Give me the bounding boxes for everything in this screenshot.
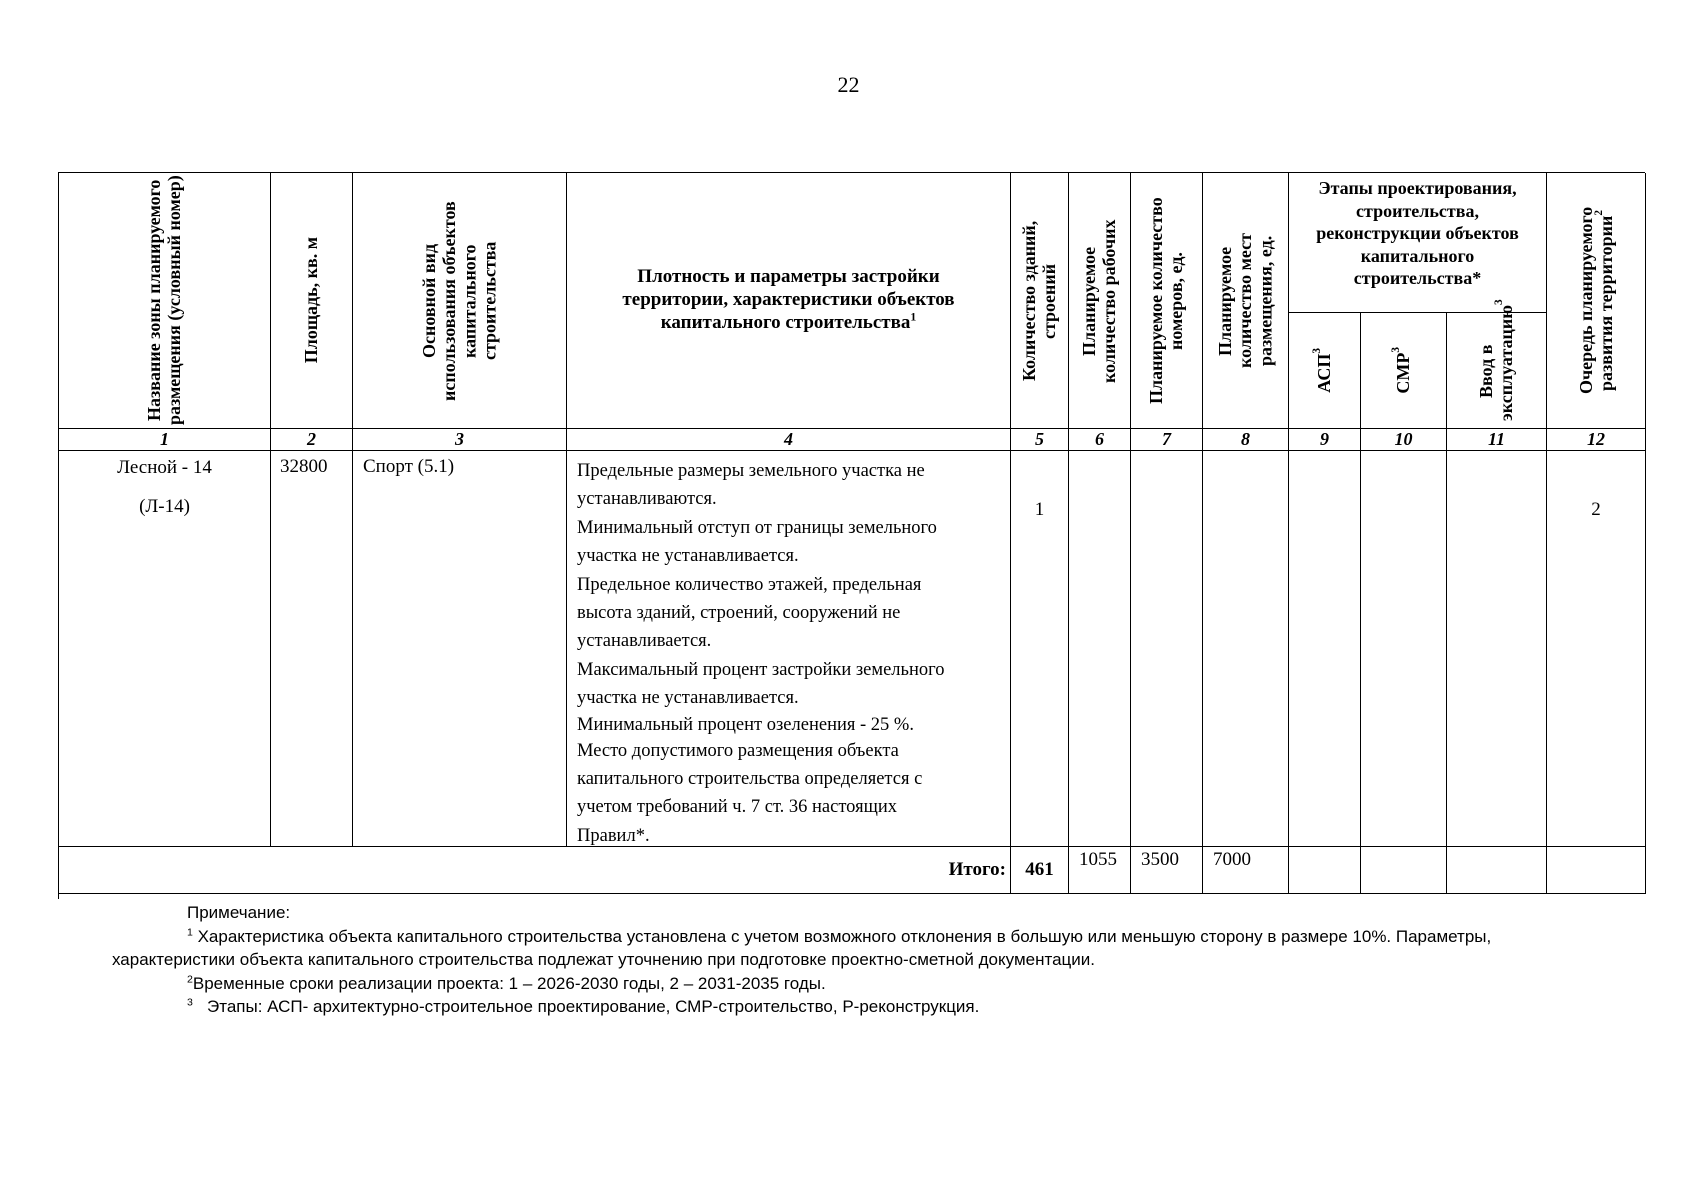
params-line: Место допустимого размещения объекта [577,740,899,761]
total-workers: 1055 [1069,847,1131,894]
cell-commissioning [1447,451,1547,847]
cell-workers [1069,451,1131,847]
params-line: капитального строительства определяется с [577,769,923,790]
header-stages: Этапы проектирования, строительства, реконструкции объектов капитального строительства* [1289,173,1547,313]
column-number: 5 [1011,429,1069,451]
params-line: участка не устанавливается. [577,688,799,709]
total-asp [1289,847,1361,894]
header-rooms: Планируемое количество номеров, ед. [1131,173,1203,429]
column-number: 11 [1447,429,1547,451]
cell-smr [1361,451,1447,847]
header-commissioning: Ввод в эксплуатацию$^3$ [1447,313,1547,429]
cell-params [567,451,1011,847]
header-queue: Очередь планируемого развития территории$^2$ [1547,173,1646,429]
params-line: участка не устанавливается. [577,546,799,567]
total-buildings: 461 [1011,847,1069,894]
column-number: 2 [271,429,353,451]
total-commissioning [1447,847,1547,894]
column-number: 6 [1069,429,1131,451]
header-zone-name: Название зоны планируемого размещения (условный номер) [59,173,271,429]
cell-queue: 2 [1547,451,1646,847]
header-area: Площадь, кв. м [271,173,353,429]
total-places: 7000 [1203,847,1289,894]
zone-table [58,172,1645,899]
header-buildings-count: Количество зданий, строений [1011,173,1069,429]
column-number: 12 [1547,429,1646,451]
footnote-3: $^3$ Этапы: АСП- архитектурно-строительное проектирование, СМР-строительство, Р-реконструкция. [187,996,980,1016]
total-label: Итого: [59,847,1011,894]
header-smr: СМР$^3$ [1361,313,1447,429]
params-line: Предельные размеры земельного участка не [577,461,925,481]
column-number: 9 [1289,429,1361,451]
cell-buildings-count: 1 [1011,451,1069,847]
header-places: Планируемое количество мест размещения, ед. [1203,173,1289,429]
total-smr [1361,847,1447,894]
params-line: Минимальный отступ от границы земельного [577,517,937,538]
params-line: Правил*. [577,825,650,846]
header-main-use: Основной вид использования объектов капитального строительства [353,173,567,429]
footnote-1: $^1$ Характеристика объекта капитального строительства установлена с учетом возможного отклонения в большую или меньшую сторону в размере 10%. Параметры, [187,925,1492,946]
params-line: Предельное количество этажей, предельная [577,574,922,595]
footnote-2: $^2$Временные сроки реализации проекта: 1 – 2026-2030 годы, 2 – 2031-2035 годы. [187,972,826,993]
params-line: Минимальный процент озеленения - 25 %. [577,714,914,735]
column-number: 10 [1361,429,1447,451]
cell-places [1203,451,1289,847]
footnotes [112,901,1632,1019]
column-number: 1 [59,429,271,451]
cell-area: 32800 [271,451,353,847]
column-number: 4 [567,429,1011,451]
footnote-1-cont: характеристики объекта капитального строительства подлежат уточнению при подготовке проектно-сметной документации. [112,950,1095,969]
params-line: высота зданий, строений, сооружений не [577,603,901,624]
params-line: учетом требований ч. 7 ст. 36 настоящих [577,797,897,818]
cell-rooms [1131,451,1203,847]
cell-zone-name: Лесной - 14 (Л-14) [59,451,271,847]
header-density-params: Плотность и параметры застройки территории, характеристики объектов капитального строительства$^1$ [567,173,1011,429]
header-asp: АСП$^3$ [1289,313,1361,429]
notes-title: Примечание: [187,903,291,922]
column-number: 7 [1131,429,1203,451]
header-workers: Планируемое количество рабочих [1069,173,1131,429]
params-line: устанавливается. [577,631,712,652]
column-number: 8 [1203,429,1289,451]
page-number: 22 [837,72,860,97]
params-line: устанавливаются. [577,489,717,510]
total-queue [1547,847,1646,894]
column-number: 3 [353,429,567,451]
total-rooms: 3500 [1131,847,1203,894]
params-line: Максимальный процент застройки земельного [577,659,945,680]
cell-asp [1289,451,1361,847]
cell-main-use: Спорт (5.1) [353,451,567,847]
